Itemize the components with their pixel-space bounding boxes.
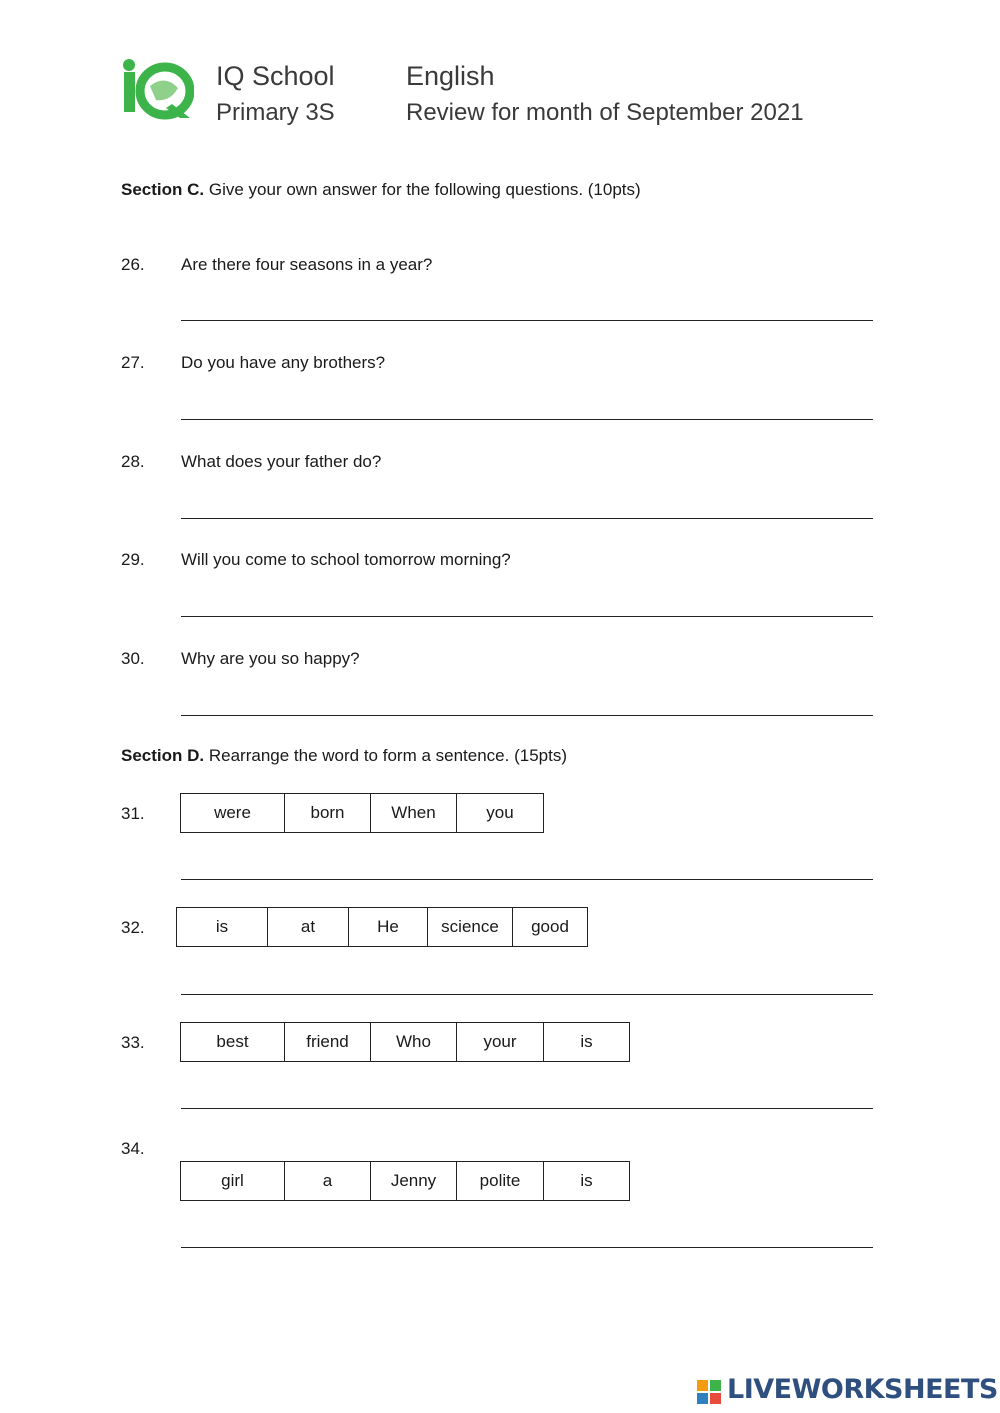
word-box[interactable]: is (580, 1171, 593, 1190)
question-text: What does your father do? (181, 452, 382, 471)
subtitle: Review for month of September 2021 (406, 99, 804, 126)
word-box[interactable]: polite (457, 1162, 544, 1200)
word-box[interactable]: good (531, 917, 569, 936)
word-box[interactable]: He (349, 908, 428, 946)
school-name: IQ School (216, 61, 335, 91)
question-number: 28. (121, 452, 145, 471)
answer-line[interactable] (181, 1108, 873, 1109)
question-number: 26. (121, 255, 145, 274)
word-box[interactable]: girl (181, 1162, 285, 1200)
word-box[interactable]: at (268, 908, 349, 946)
word-box[interactable]: best (181, 1023, 285, 1061)
word-box[interactable]: a (285, 1162, 371, 1200)
section-c-heading (121, 180, 641, 200)
question-number: 27. (121, 353, 145, 372)
question-text: Do you have any brothers? (181, 353, 386, 372)
word-box[interactable]: friend (285, 1023, 371, 1061)
question-text: Will you come to school tomorrow morning? (181, 550, 511, 569)
answer-line[interactable] (181, 715, 873, 716)
word-box[interactable]: When (371, 794, 457, 832)
subject: English (406, 61, 495, 91)
word-box[interactable]: were (181, 794, 285, 832)
answer-line[interactable] (181, 616, 873, 617)
answer-line[interactable] (181, 879, 873, 880)
word-box[interactable]: your (457, 1023, 544, 1061)
liveworksheets-brand: LIVEWORKSHEETS (727, 1374, 998, 1405)
item-number: 34. (121, 1139, 145, 1158)
word-box[interactable]: is (580, 1032, 593, 1051)
iq-school-logo-icon (120, 56, 194, 120)
section-d-title: Section D. (121, 746, 205, 765)
question-number: 29. (121, 550, 145, 569)
liveworksheets-logo (697, 1374, 998, 1410)
answer-line[interactable] (181, 1247, 873, 1248)
word-box[interactable]: born (285, 794, 371, 832)
word-box[interactable]: you (486, 803, 514, 822)
word-box[interactable]: Who (371, 1023, 457, 1061)
answer-line[interactable] (181, 320, 873, 321)
word-box-row (180, 1022, 630, 1062)
question-number: 30. (121, 649, 145, 668)
item-number: 32. (121, 918, 145, 937)
liveworksheets-icon (697, 1380, 723, 1406)
item-number: 31. (121, 804, 145, 823)
section-c-instruction: Give your own answer for the following questions. (10pts) (208, 180, 641, 199)
item-number: 33. (121, 1033, 145, 1052)
word-box[interactable]: science (428, 908, 513, 946)
word-box[interactable]: is (177, 908, 268, 946)
class-name: Primary 3S (216, 99, 335, 126)
section-d-heading (121, 746, 567, 766)
question-text: Are there four seasons in a year? (181, 255, 433, 274)
answer-line[interactable] (181, 518, 873, 519)
word-box-row (180, 793, 544, 833)
word-box[interactable]: Jenny (371, 1162, 457, 1200)
answer-line[interactable] (181, 994, 873, 995)
section-d-instruction: Rearrange the word to form a sentence. (15pts) (208, 746, 567, 765)
word-box-row (176, 907, 588, 947)
word-box-row (180, 1161, 630, 1201)
section-c-title: Section C. (121, 180, 205, 199)
question-text: Why are you so happy? (181, 649, 360, 668)
answer-line[interactable] (181, 419, 873, 420)
